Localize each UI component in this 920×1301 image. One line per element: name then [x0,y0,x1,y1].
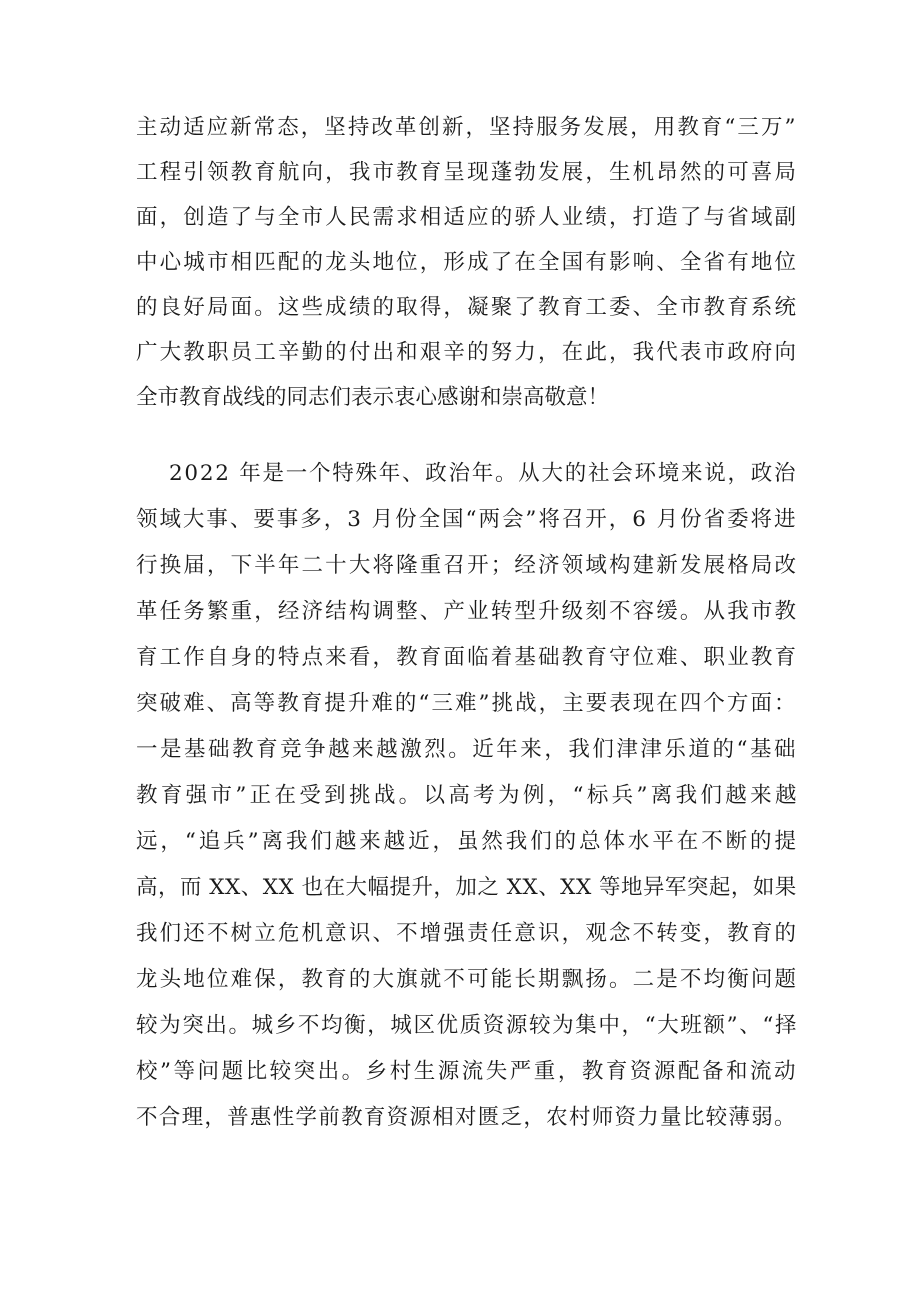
text-line-11: 革任务繁重，经济结构调整、产业转型升级刻不容缓。从我市教 [136,599,799,624]
text-line-15: 教育强市”正在受到挑战。以高考为例，“标兵”离我们越来越 [136,783,800,808]
text-line-21: 校”等问题比较突出。乡村生源流失严重，教育资源配备和流动 [136,1059,799,1084]
text-line-9: 领域大事、要事多，3 月份全国“两会”将召开，6 月份省委将进 [136,507,798,532]
text-line-1: 主动适应新常态，坚持改革创新，坚持服务发展，用教育“三万” [136,115,798,140]
text-line-13: 突破难、高等教育提升难的“三难”挑战，主要表现在四个方面： [136,691,798,716]
text-line-19: 龙头地位难保，教育的大旗就不可能长期飘扬。二是不均衡问题 [136,967,799,992]
text-line-17: 高，而 XX、XX 也在大幅提升，加之 XX、XX 等地异军突起，如果 [136,875,797,900]
text-line-16: 远，“追兵”离我们越来越近，虽然我们的总体水平在不断的提 [136,829,799,854]
text-line-4: 中心城市相匹配的龙头地位，形成了在全国有影响、全省有地位 [136,250,799,275]
text-line-5: 的良好局面。这些成绩的取得，凝聚了教育工委、全市教育系统 [136,295,799,320]
text-line-6: 广大教职员工辛勤的付出和艰辛的努力，在此，我代表市政府向 [136,340,799,365]
text-line-20: 较为突出。城乡不均衡，城区优质资源较为集中，“大班额”、“择 [136,1013,799,1038]
text-line-22: 不合理，普惠性学前教育资源相对匮乏，农村师资力量比较薄弱。 [136,1105,797,1130]
text-line-7: 全市教育战线的同志们表示衷心感谢和崇高敬意！ [136,385,610,410]
paragraph-2-first-line: 2022 年是一个特殊年、政治年。从大的社会环境来说，政治 [169,461,798,486]
text-line-2: 工程引领教育航向，我市教育呈现蓬勃发展，生机昂然的可喜局 [136,160,799,185]
text-line-14: 一是基础教育竞争越来越激烈。近年来，我们津津乐道的“基础 [136,737,799,762]
text-line-10: 行换届，下半年二十大将隆重召开；经济领域构建新发展格局改 [136,553,799,578]
text-line-3: 面，创造了与全市人民需求相适应的骄人业绩，打造了与省域副 [136,205,799,230]
text-line-12: 育工作自身的特点来看，教育面临着基础教育守位难、职业教育 [136,645,799,670]
text-line-18: 我们还不树立危机意识、不增强责任意识，观念不转变，教育的 [136,921,799,946]
